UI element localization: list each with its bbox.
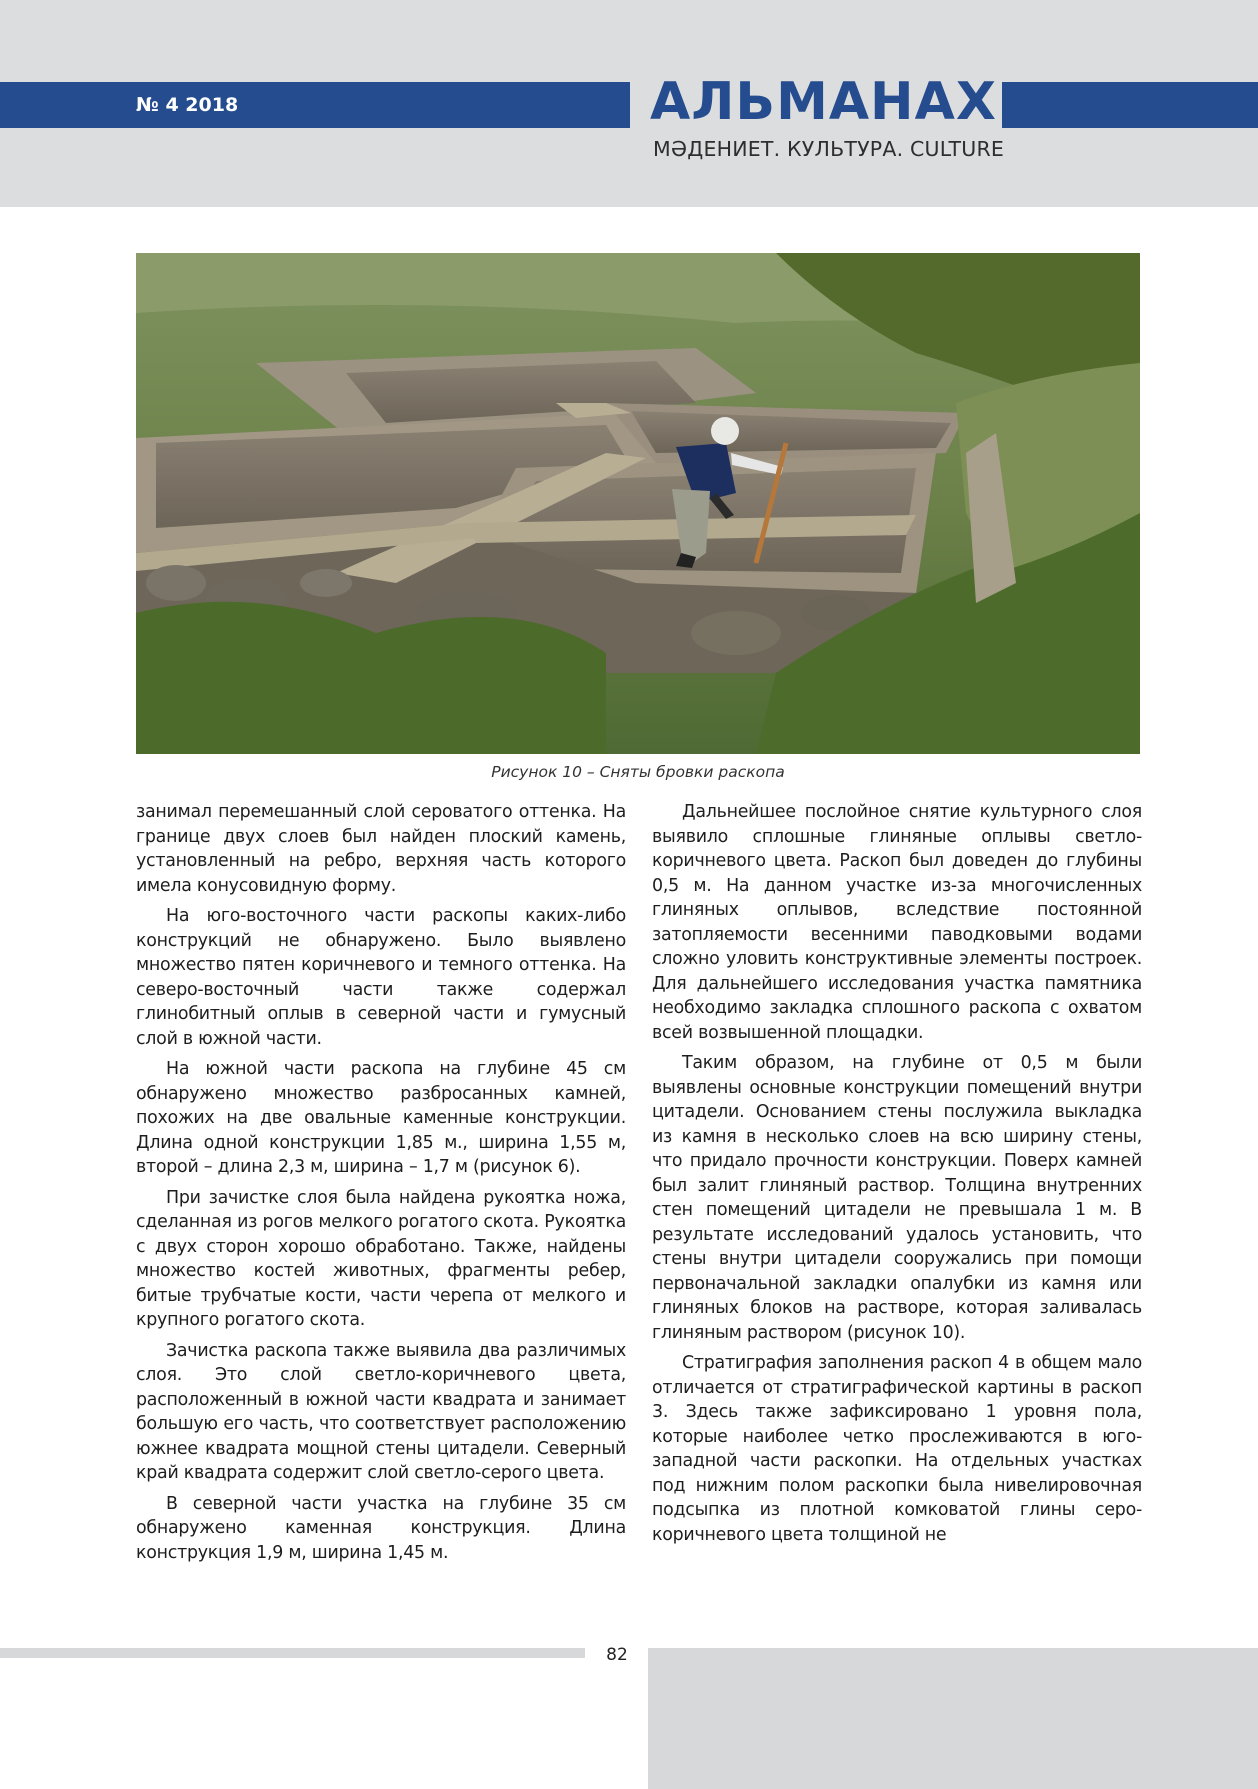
paragraph: Стратиграфия заполнения раскоп 4 в общем мало отличается от стратиграфической картины в раскоп 3. Здесь также зафиксировано 1 уровня пола, которые наиболее четко прослеживаются в юго-западной части раскопки. На отдельных участках под нижним полом раскопки была нивелировочная подсыпка из плотной комковатой глины серо-коричневого цвета толщиной не [652,1353,1142,1545]
right-column [652,800,1142,1553]
journal-subtitle: МӘДЕНИЕТ. КУЛЬТУРА. CULTURE [653,137,1005,161]
header-bar-left [0,82,630,128]
footer-block [648,1648,1258,1789]
paragraph: В северной части участка на глубине 35 см обнаружено каменная конструкция. Длина конструкция 1,9 м, ширина 1,45 м. [136,1493,626,1563]
paragraph: При зачистке слоя была найдена рукоятка ножа, сделанная из рогов мелкого рогатого скота. Рукоятка с двух сторон хорошо обработано. Также, найдены множество костей животных, фрагменты ребер, битые трубчатые кости, части черепа от мелкого и крупного рогатого скота. [136,1187,626,1330]
paragraph: занимал перемешанный слой сероватого оттенка. На границе двух слоев был найден плоский камень, установленный на ребро, верхняя часть которого имела конусовидную форму. [136,802,626,896]
journal-title: АЛЬМАНАХ [650,72,997,132]
left-column [136,800,626,1571]
page-number: 82 [606,1645,628,1665]
footer-line [0,1648,585,1658]
header-bar-right [1002,82,1258,128]
paragraph: Зачистка раскопа также выявила два различимых слоя. Это слой светло-коричневого цвета, расположенный в южной части квадрата и занимает большую его часть, что соответствует расположению южнее квадрата мощной стены цитадели. Северный край квадрата содержит слой светло-серого цвета. [136,1340,626,1483]
issue-number: № 4 2018 [136,94,239,116]
paragraph: Дальнейшее послойное снятие культурного слоя выявило сплошные глиняные оплывы светло-коричневого цвета. Раскоп был доведен до глубины 0,5 м. На данном участке из-за многочисленных глиняных оплывов, вследствие постоянной затопляемости весенними паводковыми водами сложно уловить конструктивные элементы построек. Для дальнейшего исследования участка памятника необходимо закладка сплошного раскопа с охватом всей возвышенной площадки. [652,802,1142,1043]
paragraph: Таким образом, на глубине от 0,5 м были выявлены основные конструкции помещений внутри цитадели. Основанием стены послужила выкладка из камня в несколько слоев на всю ширину стены, что придало прочности конструкции. Поверх камней был залит глиняный раствор. Толщина внутренних стен помещений цитадели не превышала 1 м. В результате исследований удалось установить, что стены внутри цитадели сооружались при помощи первоначальной закладки опалубки из камня или глиняных блоков на растворе, которая заливалась глиняным раствором (рисунок 10). [652,1053,1142,1343]
excavation-photo [136,253,1140,754]
figure-caption: Рисунок 10 – Сняты бровки раскопа [491,763,785,781]
paragraph: На юго-восточного части раскопы каких-либо конструкций не обнаружено. Было выявлено множество пятен коричневого и темного оттенка. На северо-восточный части также содержал глинобитный оплыв в северной части и гумусный слой в южной части. [136,906,626,1049]
paragraph: На южной части раскопа на глубине 45 см обнаружено множество разбросанных камней, похожих на две овальные каменные конструкции. Длина одной конструкции 1,85 м., ширина 1,55 м, второй – длина 2,3 м, ширина – 1,7 м (рисунок 6). [136,1059,626,1177]
